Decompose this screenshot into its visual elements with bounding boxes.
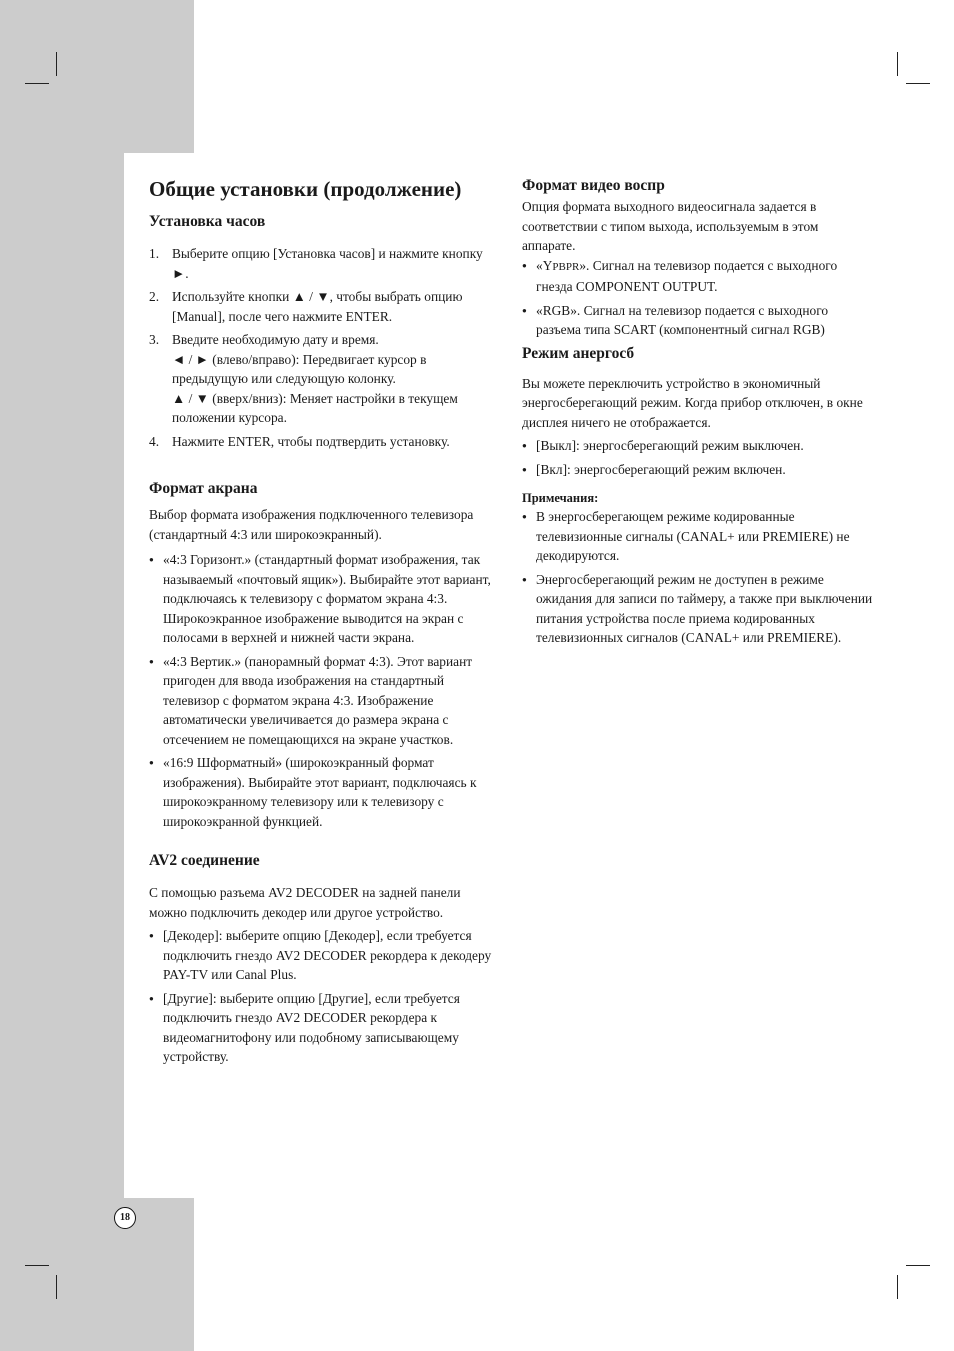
power-save-intro: Вы можете переключить устройство в экономичный энергосберегающий режим. Когда прибор отключен, в окне дисплея ничего не отображается.	[522, 375, 863, 430]
list-item: ● [Другие]: выберите опцию [Другие], если требуется подключить гнездо AV2 DECODER рекордера к видеомагнитофону или подобному записывающему устройству.	[149, 989, 499, 1067]
crop-mark	[25, 1265, 49, 1266]
crop-mark	[56, 1275, 57, 1299]
list-item: ● [Выкл]: энергосберегающий режим выключен.	[522, 436, 874, 456]
step-text: ▲ / ▼ (вверх/вниз): Меняет настройки в текущем положении курсора.	[172, 390, 458, 425]
text-fragment: PB	[552, 260, 566, 273]
step-text: Выберите опцию [Установка часов] и нажмите кнопку ►.	[172, 246, 483, 281]
clock-step	[149, 432, 499, 452]
clock-step	[149, 330, 499, 428]
step-number: 1.	[149, 246, 160, 261]
crop-mark	[906, 83, 930, 84]
text-fragment: «Y	[536, 257, 553, 273]
note-item: ● Энергосберегающий режим не доступен в режиме ожидания для записи по таймеру, а также при выключении питания устройства после приема кодированных телевизионных сигналов (CANAL+ или PREMIERE).	[522, 570, 874, 648]
right-column	[522, 176, 874, 648]
screen-format-intro: Выбор формата изображения подключенного телевизора (стандартный 4:3 или широкоэкранный).	[149, 507, 474, 542]
av2-section	[149, 851, 499, 1067]
power-save-list	[522, 436, 874, 479]
clock-steps	[149, 244, 499, 451]
step-text: Используйте кнопки ▲ / ▼, чтобы выбрать опцию [Manual], после чего нажмите ENTER.	[172, 289, 463, 324]
note-item: ● В энергосберегающем режиме кодированные телевизионные сигналы (CANAL+ или PREMIERE) не декодируются.	[522, 507, 874, 566]
av2-list	[149, 926, 499, 1067]
av2-intro: С помощью разъема AV2 DECODER на задней панели можно подключить декодер или другое устройство.	[149, 885, 461, 920]
step-text: Введите необходимую дату и время.	[172, 332, 379, 347]
power-save-heading: Режим анергосб	[522, 344, 635, 362]
page-number: 18	[114, 1207, 136, 1229]
clock-section	[149, 212, 499, 451]
notes-list	[522, 507, 874, 648]
list-item: ● [Декодер]: выберите опцию [Декодер], если требуется подключить гнездо AV2 DECODER рекордера к декодеру PAY-TV или Canal Plus.	[149, 926, 499, 985]
crop-mark	[56, 52, 57, 76]
screen-format-heading: Формат акрана	[149, 480, 258, 497]
screen-format-section	[149, 479, 499, 831]
crop-mark	[906, 1265, 930, 1266]
clock-step	[149, 287, 499, 326]
crop-mark	[897, 1275, 898, 1299]
margin-band-left	[0, 153, 124, 1198]
step-number: 4.	[149, 433, 160, 449]
step-text: ◄ / ► (влево/вправо): Передвигает курсор в предыдущую или следующую колонку.	[172, 351, 427, 386]
crop-mark	[25, 83, 49, 84]
av2-heading: AV2 соединение	[149, 852, 260, 869]
screen-format-list	[149, 550, 499, 831]
step-number: 3.	[149, 332, 160, 347]
text-fragment: ». Сигнал на телевизор подается с выходного гнезда COMPONENT OUTPUT.	[536, 257, 838, 294]
crop-mark	[897, 52, 898, 76]
video-format-heading: Формат видео воспр	[522, 177, 665, 194]
step-number: 2.	[149, 289, 160, 304]
page-title: Общие установки (продолжение)	[149, 177, 462, 201]
step-text: Нажмите ENTER, чтобы подтвердить установку.	[172, 433, 450, 449]
video-format-list	[522, 256, 874, 340]
left-column	[149, 176, 499, 1067]
video-format-intro: Опция формата выходного видеосигнала задается в соответствии с типом выхода, используемым в этом аппарате.	[522, 199, 819, 253]
power-save-section	[522, 344, 874, 648]
notes-label: Примечания:	[522, 491, 599, 505]
list-item: ● [Вкл]: энергосберегающий режим включен.	[522, 460, 874, 480]
text-fragment: PR	[565, 260, 580, 273]
clock-step	[149, 244, 499, 283]
list-item: ● «16:9 Шформатный» (широкоэкранный формат изображения). Выбирайте этот вариант, подключаясь к широкоэкранному телевизору или к телевизору с широкоэкранной функцией.	[149, 753, 499, 831]
margin-band-bottom	[0, 1198, 194, 1351]
list-item: ● «4:3 Горизонт.» (стандартный формат изображения, так называемый «почтовый ящик»). Выбирайте этот вариант, подключаясь к телевизору с форматом экрана 4:3. Широкоэкранное изображение выводится на экран с полосами в верхней и нижней части экрана.	[149, 550, 499, 648]
list-item: ● «RGB». Сигнал на телевизор подается с выходного разъема типа SCART (компонентный сигнал RGB)	[522, 301, 874, 340]
list-item	[522, 256, 874, 297]
clock-heading: Установка часов	[149, 213, 266, 230]
margin-band-top	[0, 0, 194, 153]
video-format-section	[522, 176, 874, 340]
list-item: ● «4:3 Вертик.» (панорамный формат 4:3). Этот вариант пригоден для ввода изображения на стандартный телевизор с форматом экрана 4:3. Изображение автоматически увеличивается до размера экрана с отсечением не помещающихся на экране участков.	[149, 652, 499, 750]
